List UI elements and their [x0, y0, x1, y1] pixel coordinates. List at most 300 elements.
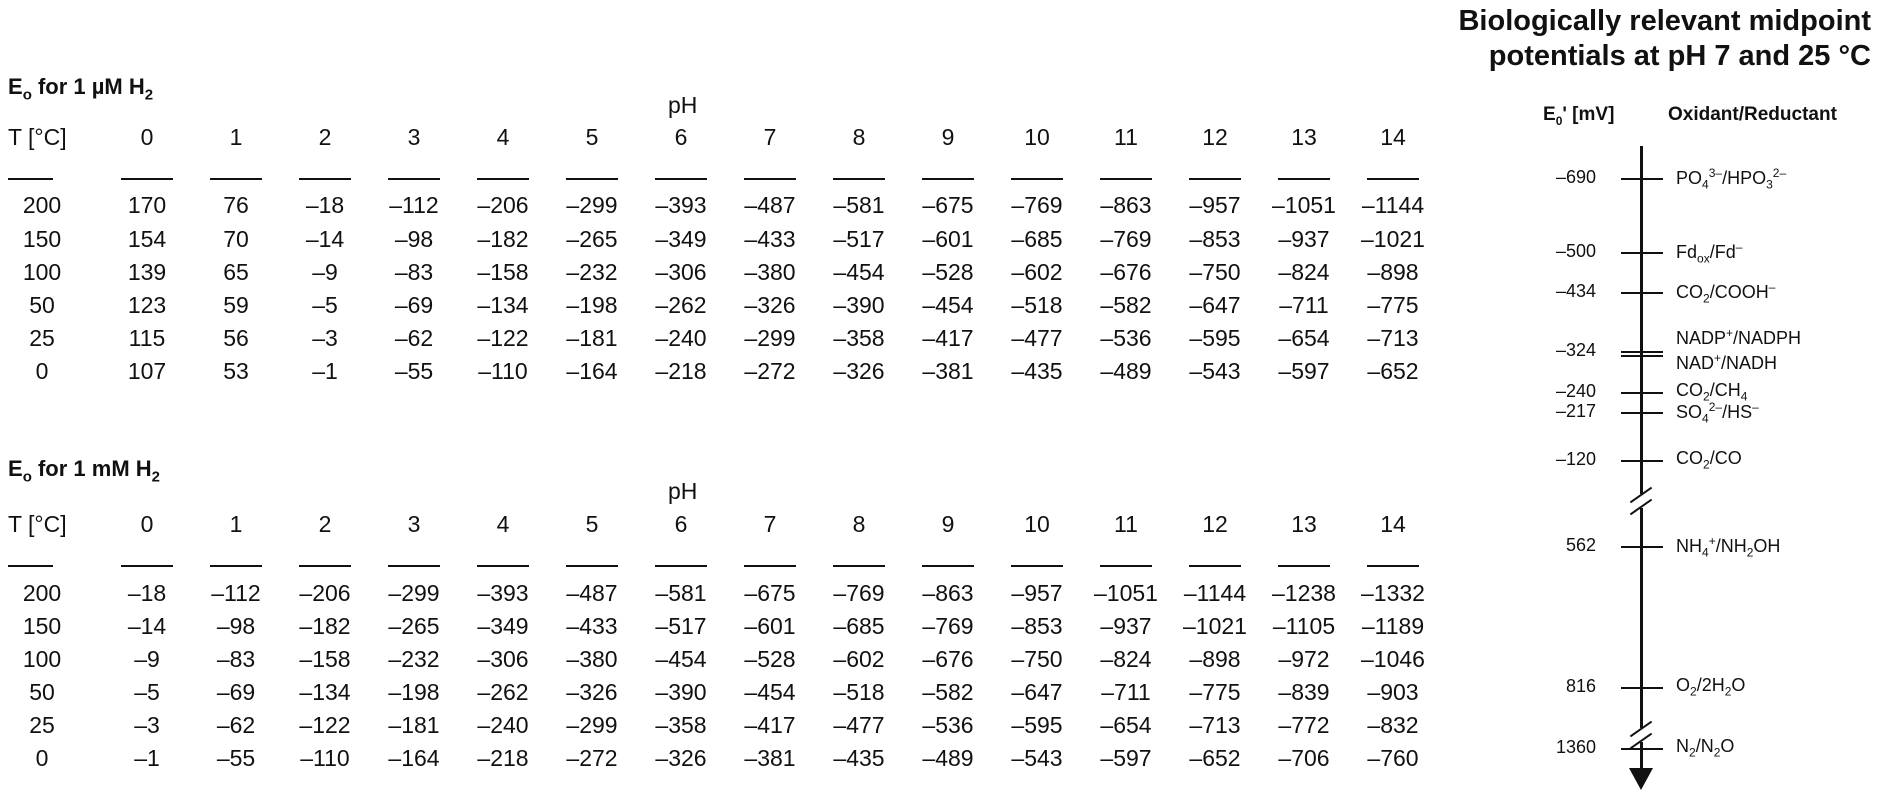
potential-cell: –306: [655, 259, 707, 285]
ph-header-cell: 1: [229, 124, 243, 150]
potential-cell: –676: [922, 646, 974, 672]
potential-cell: 53: [223, 358, 249, 384]
header-rule: [1367, 178, 1419, 180]
col1-sub: 0: [1555, 113, 1563, 128]
potential-cell: –760: [1367, 745, 1419, 771]
potential-cell: –769: [833, 580, 885, 606]
ph-header-cell: 5: [585, 511, 599, 537]
potential-cell: –390: [833, 292, 885, 318]
potential-cell: –957: [1189, 192, 1241, 218]
header-rule: [1100, 178, 1152, 180]
potential-cell: –903: [1367, 679, 1419, 705]
potential-cell: –306: [477, 646, 529, 672]
title-rest: for 1 µM H: [31, 74, 145, 99]
potential-cell: –676: [1100, 259, 1152, 285]
ph-header-cell: 5: [585, 124, 599, 150]
header-rule: [566, 565, 618, 567]
header-rule: [655, 565, 707, 567]
potential-cell: –1021: [1361, 226, 1425, 252]
potential-cell: –853: [1189, 226, 1241, 252]
potential-cell: –299: [566, 192, 618, 218]
potential-cell: –198: [566, 292, 618, 318]
axis-tick: [1621, 687, 1663, 689]
header-rule: [1278, 178, 1330, 180]
potential-cell: 139: [127, 259, 167, 285]
ph-header-cell: 1: [229, 511, 243, 537]
potential-cell: –1189: [1361, 613, 1425, 639]
potential-cell: –517: [833, 226, 885, 252]
header-rule: [1367, 565, 1419, 567]
header-rule: [655, 178, 707, 180]
potential-cell: –1051: [1272, 192, 1336, 218]
potential-cell: –775: [1367, 292, 1419, 318]
potential-cell: 107: [127, 358, 167, 384]
potential-cell: –528: [744, 646, 796, 672]
title-sub: o: [22, 86, 32, 104]
redox-couple: $NH_4^+/NH_2OH$: [1676, 534, 1781, 560]
potential-cell: –417: [744, 712, 796, 738]
redox-couple: $CO_2/CH_4$: [1676, 380, 1748, 404]
potential-cell: –536: [922, 712, 974, 738]
ph-header-cell: 9: [941, 511, 955, 537]
axis-tick: [1621, 292, 1663, 294]
ph-header-cell: 3: [407, 124, 421, 150]
potential-cell: –9: [312, 259, 338, 285]
potential-cell: –433: [566, 613, 618, 639]
potential-cell: –98: [394, 226, 434, 252]
temperature-cell: 0: [35, 358, 49, 384]
potential-cell: –83: [394, 259, 434, 285]
potential-cell: –477: [833, 712, 885, 738]
potential-cell: –937: [1278, 226, 1330, 252]
potential-value: –690: [1555, 167, 1596, 187]
temperature-cell: 200: [22, 580, 62, 606]
potential-cell: 170: [127, 192, 167, 218]
potential-cell: –750: [1189, 259, 1241, 285]
potential-cell: –824: [1278, 259, 1330, 285]
scale-title: [1458, 4, 1871, 74]
title-sub2: 2: [151, 468, 160, 486]
col1-e: E: [1543, 104, 1556, 125]
potential-cell: –18: [305, 192, 345, 218]
potential-cell: –134: [299, 679, 351, 705]
potential-cell: –1238: [1272, 580, 1336, 606]
potential-cell: 59: [223, 292, 249, 318]
potential-cell: –581: [833, 192, 885, 218]
potential-cell: –69: [394, 292, 434, 318]
potential-cell: –582: [922, 679, 974, 705]
potential-cell: –358: [655, 712, 707, 738]
potential-cell: –706: [1278, 745, 1330, 771]
title-rest: for 1 mM H: [31, 456, 152, 481]
potential-cell: –380: [744, 259, 796, 285]
potential-cell: –182: [477, 226, 529, 252]
potential-cell: –518: [833, 679, 885, 705]
ph-header-cell: 12: [1202, 511, 1228, 537]
header-rule: [744, 565, 796, 567]
redox-couple: $CO_2/CO$: [1676, 448, 1742, 472]
potential-cell: –839: [1278, 679, 1330, 705]
title-e: E: [8, 74, 23, 99]
header-rule: [833, 565, 885, 567]
temperature-cell: 100: [22, 259, 62, 285]
potential-cell: –543: [1189, 358, 1241, 384]
potential-cell: –358: [833, 325, 885, 351]
potential-cell: –110: [300, 745, 350, 771]
potential-cell: –454: [833, 259, 885, 285]
temperature-cell: 150: [22, 226, 62, 252]
potential-value: –500: [1555, 241, 1596, 261]
potential-cell: –487: [744, 192, 796, 218]
redox-couple: $PO_4^{3-}/HPO_3^{2-}$: [1676, 166, 1787, 192]
ph-header-cell: 8: [852, 511, 866, 537]
axis-tick: [1621, 392, 1663, 394]
potential-cell: –240: [655, 325, 707, 351]
potential-cell: –489: [1100, 358, 1152, 384]
potential-cell: –240: [477, 712, 529, 738]
t-header: T [°C]: [8, 511, 67, 537]
potential-cell: 65: [223, 259, 249, 285]
ph-header-cell: 2: [318, 511, 332, 537]
potential-cell: –581: [655, 580, 707, 606]
potential-cell: –647: [1189, 292, 1241, 318]
potential-cell: –454: [744, 679, 796, 705]
potential-cell: –393: [655, 192, 707, 218]
potential-cell: –14: [305, 226, 345, 252]
potential-cell: –652: [1367, 358, 1419, 384]
potential-cell: –390: [655, 679, 707, 705]
temperature-cell: 50: [29, 292, 55, 318]
temperature-cell: 25: [29, 325, 55, 351]
ph-label: pH: [668, 92, 698, 118]
potential-cell: –14: [127, 613, 167, 639]
potential-cell: –487: [566, 580, 618, 606]
potential-cell: –381: [922, 358, 974, 384]
header-rule: [1189, 178, 1241, 180]
ph-header-cell: 14: [1380, 511, 1406, 537]
potential-cell: –769: [1100, 226, 1152, 252]
potential-cell: 56: [223, 325, 249, 351]
potential-cell: –601: [744, 613, 796, 639]
header-rule: [299, 178, 351, 180]
potential-cell: –898: [1189, 646, 1241, 672]
potential-value: –240: [1555, 381, 1596, 401]
potential-cell: –122: [299, 712, 351, 738]
ph-header-cell: 11: [1114, 511, 1138, 537]
potential-cell: –198: [388, 679, 440, 705]
potential-value: –217: [1555, 401, 1596, 421]
potential-cell: –1105: [1272, 613, 1336, 639]
potential-cell: –454: [922, 292, 974, 318]
potential-cell: –232: [566, 259, 618, 285]
potential-cell: –272: [566, 745, 618, 771]
title-e: E: [8, 456, 23, 481]
potential-cell: –164: [388, 745, 440, 771]
header-rule: [299, 565, 351, 567]
potential-cell: –775: [1189, 679, 1241, 705]
ph-header-cell: 3: [407, 511, 421, 537]
potential-cell: –206: [299, 580, 351, 606]
potential-value: 1360: [1555, 737, 1596, 757]
potential-cell: –299: [566, 712, 618, 738]
temperature-cell: 100: [22, 646, 62, 672]
potential-cell: –675: [744, 580, 796, 606]
potential-cell: –62: [394, 325, 434, 351]
potential-cell: –750: [1011, 646, 1063, 672]
potential-cell: –435: [833, 745, 885, 771]
t-header: T [°C]: [8, 124, 67, 150]
potential-cell: –713: [1367, 325, 1419, 351]
potential-cell: –853: [1011, 613, 1063, 639]
title-sub2: 2: [144, 86, 154, 104]
ph-header-cell: 2: [318, 124, 332, 150]
ph-label: pH: [668, 478, 698, 504]
ph-header-cell: 0: [140, 511, 154, 537]
potential-cell: –433: [744, 226, 796, 252]
header-rule: [922, 565, 974, 567]
ph-header-cell: 7: [763, 124, 777, 150]
potential-cell: –83: [216, 646, 256, 672]
potential-cell: –5: [134, 679, 160, 705]
potential-cell: –5: [312, 292, 338, 318]
potential-cell: –711: [1101, 679, 1151, 705]
axis-tick: [1621, 546, 1663, 548]
potential-cell: –711: [1279, 292, 1329, 318]
potential-cell: –597: [1100, 745, 1152, 771]
potential-cell: –262: [477, 679, 529, 705]
potential-cell: –685: [833, 613, 885, 639]
ph-header-cell: 9: [941, 124, 955, 150]
header-rule: [922, 178, 974, 180]
redox-couple: $Fd_{ox}/Fd^-$: [1676, 240, 1743, 266]
potential-cell: –652: [1189, 745, 1241, 771]
potential-cell: 123: [127, 292, 167, 318]
header-rule: [210, 178, 262, 180]
table-2-title: [8, 456, 160, 485]
potential-cell: –181: [388, 712, 440, 738]
potential-cell: 154: [127, 226, 167, 252]
potential-value: 562: [1565, 535, 1596, 555]
temperature-cell: 200: [22, 192, 62, 218]
potential-cell: –654: [1278, 325, 1330, 351]
potential-cell: –380: [566, 646, 618, 672]
axis-arrow-icon: [1629, 768, 1653, 790]
potential-cell: –98: [216, 613, 256, 639]
header-rule: [388, 565, 440, 567]
ph-header-cell: 6: [674, 124, 688, 150]
potential-cell: –218: [655, 358, 707, 384]
potential-cell: –595: [1011, 712, 1063, 738]
potential-cell: –3: [134, 712, 160, 738]
potential-cell: –1: [312, 358, 338, 384]
potential-cell: –518: [1011, 292, 1063, 318]
potential-cell: –685: [1011, 226, 1063, 252]
potential-cell: –1021: [1183, 613, 1247, 639]
potential-cell: –326: [744, 292, 796, 318]
potential-cell: –602: [833, 646, 885, 672]
potential-cell: –972: [1278, 646, 1330, 672]
potential-cell: –326: [833, 358, 885, 384]
potential-cell: –517: [655, 613, 707, 639]
ph-header-cell: 7: [763, 511, 777, 537]
axis-tick: [1621, 460, 1663, 462]
potential-value: –120: [1555, 449, 1596, 469]
ph-header-cell: 6: [674, 511, 688, 537]
potential-cell: –602: [1011, 259, 1063, 285]
temperature-cell: 50: [29, 679, 55, 705]
potential-cell: –326: [655, 745, 707, 771]
potential-cell: –272: [744, 358, 796, 384]
potential-cell: –601: [922, 226, 974, 252]
ph-header-cell: 14: [1380, 124, 1406, 150]
potential-cell: –206: [477, 192, 529, 218]
potential-cell: –417: [922, 325, 974, 351]
potential-cell: –957: [1011, 580, 1063, 606]
potential-cell: –265: [388, 613, 440, 639]
potential-cell: –62: [216, 712, 256, 738]
header-rule: [1011, 178, 1063, 180]
ph-header-cell: 11: [1114, 124, 1138, 150]
potential-cell: –582: [1100, 292, 1152, 318]
axis-tick: [1621, 351, 1663, 353]
axis-tick: [1621, 178, 1663, 180]
potential-cell: 76: [223, 192, 249, 218]
potential-cell: –134: [477, 292, 529, 318]
potential-cell: –536: [1100, 325, 1152, 351]
scale-title-line2: potentials at pH 7 and 25 °C: [1488, 40, 1871, 72]
ph-header-cell: 4: [496, 124, 510, 150]
potential-cell: –218: [477, 745, 529, 771]
potential-value: 816: [1565, 676, 1596, 696]
potential-cell: –1: [134, 745, 160, 771]
potential-cell: 115: [128, 325, 166, 351]
axis-tick-nad: [1621, 355, 1663, 357]
potential-cell: –477: [1011, 325, 1063, 351]
ph-header-cell: 10: [1024, 124, 1050, 150]
header-rule: [388, 178, 440, 180]
potential-cell: –654: [1100, 712, 1152, 738]
scale-col2-header: Oxidant/Reductant: [1668, 104, 1837, 125]
title-sub: o: [22, 468, 32, 486]
potential-cell: –595: [1189, 325, 1241, 351]
potential-cell: –181: [566, 325, 618, 351]
potential-cell: –9: [134, 646, 160, 672]
header-rule: [1011, 565, 1063, 567]
potential-cell: –1051: [1094, 580, 1158, 606]
potential-cell: –299: [388, 580, 440, 606]
potential-cell: –326: [566, 679, 618, 705]
potential-cell: –713: [1189, 712, 1241, 738]
header-rule: [477, 565, 529, 567]
table-1-title: [8, 74, 153, 103]
potential-cell: –647: [1011, 679, 1063, 705]
ph-header-cell: 13: [1291, 124, 1317, 150]
potential-cell: –489: [922, 745, 974, 771]
potential-cell: –454: [655, 646, 707, 672]
col1-rest: ' [mV]: [1562, 104, 1615, 125]
redox-couple: $N_2/N_2O$: [1676, 736, 1735, 760]
potential-cell: –898: [1367, 259, 1419, 285]
potential-cell: –863: [922, 580, 974, 606]
ph-header-cell: 12: [1202, 124, 1228, 150]
header-rule: [477, 178, 529, 180]
potential-cell: –158: [299, 646, 351, 672]
header-rule: [121, 565, 173, 567]
potential-cell: –435: [1011, 358, 1063, 384]
header-rule: [1278, 565, 1330, 567]
axis-tick: [1621, 412, 1663, 414]
potential-cell: –824: [1100, 646, 1152, 672]
header-rule: [210, 565, 262, 567]
header-rule: [833, 178, 885, 180]
potential-cell: –1144: [1183, 580, 1247, 606]
potential-cell: –349: [655, 226, 707, 252]
header-rule: [1100, 565, 1152, 567]
ph-header-cell: 0: [140, 124, 154, 150]
potential-cell: –863: [1100, 192, 1152, 218]
ph-header-cell: 4: [496, 511, 510, 537]
potential-cell: –112: [389, 192, 439, 218]
potential-cell: –122: [477, 325, 529, 351]
potential-cell: 70: [223, 226, 249, 252]
redox-couple: $O_2/2H_2O$: [1676, 675, 1746, 699]
potential-cell: –597: [1278, 358, 1330, 384]
header-rule: [744, 178, 796, 180]
header-rule: [8, 565, 53, 567]
potential-cell: –349: [477, 613, 529, 639]
redox-couple: $SO_4^{2-}/HS^-$: [1676, 400, 1759, 426]
redox-couple: $CO_2/COOH^-$: [1676, 280, 1776, 306]
potential-cell: –265: [566, 226, 618, 252]
axis-tick: [1621, 748, 1663, 750]
header-rule: [566, 178, 618, 180]
potential-cell: –393: [477, 580, 529, 606]
potential-cell: –543: [1011, 745, 1063, 771]
potential-cell: –69: [216, 679, 256, 705]
potential-cell: –769: [922, 613, 974, 639]
potential-cell: –55: [216, 745, 256, 771]
potential-cell: –832: [1367, 712, 1419, 738]
potential-cell: –675: [922, 192, 974, 218]
scale-title-line1: Biologically relevant midpoint: [1458, 5, 1871, 37]
potential-cell: –299: [744, 325, 796, 351]
redox-couple: NADP+/NADPH NAD+/NADH: [1676, 326, 1802, 373]
potential-value: –434: [1555, 281, 1596, 301]
ph-header-cell: 8: [852, 124, 866, 150]
potential-cell: –937: [1100, 613, 1152, 639]
potential-cell: –1332: [1361, 580, 1425, 606]
potential-cell: –18: [127, 580, 167, 606]
header-rule: [8, 178, 53, 180]
potential-cell: –110: [478, 358, 528, 384]
temperature-cell: 25: [29, 712, 55, 738]
potential-cell: –1046: [1361, 646, 1425, 672]
potential-cell: –528: [922, 259, 974, 285]
axis-tick: [1621, 252, 1663, 254]
temperature-cell: 0: [35, 745, 49, 771]
temperature-cell: 150: [22, 613, 62, 639]
potential-cell: –182: [299, 613, 351, 639]
potential-cell: –55: [394, 358, 434, 384]
scale-col1-header: [1543, 104, 1614, 128]
potential-cell: –232: [388, 646, 440, 672]
potential-cell: –164: [566, 358, 618, 384]
potential-cell: –262: [655, 292, 707, 318]
header-rule: [121, 178, 173, 180]
potential-cell: –1144: [1361, 192, 1425, 218]
potential-value: –324: [1555, 340, 1596, 360]
potential-cell: –772: [1278, 712, 1330, 738]
